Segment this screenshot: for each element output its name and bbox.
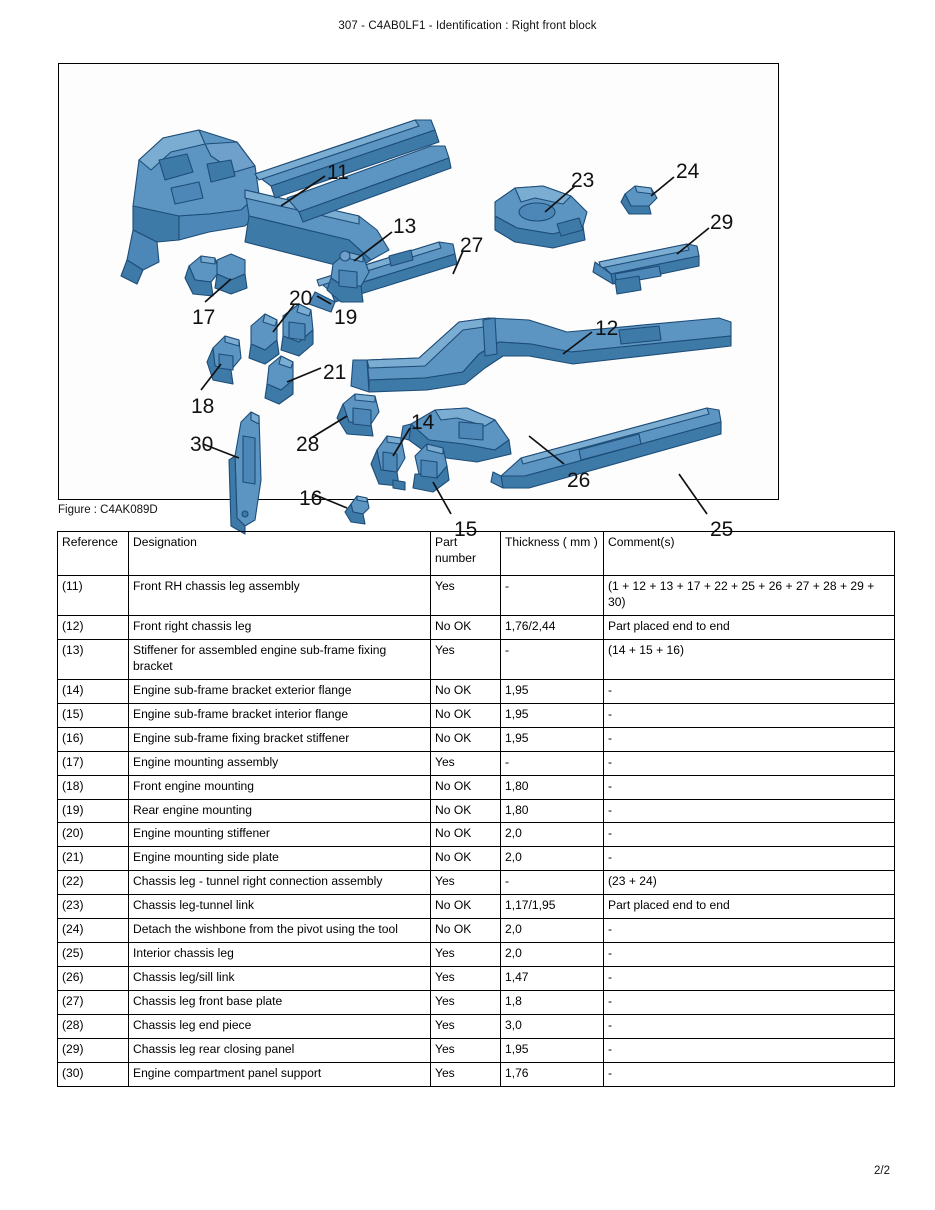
cell-designation: Interior chassis leg (129, 943, 431, 967)
cell-designation: Rear engine mounting (129, 799, 431, 823)
cell-designation: Engine compartment panel support (129, 1063, 431, 1087)
callout-27: 27 (460, 234, 484, 257)
column-header-reference: Reference (58, 532, 129, 576)
cell-part-number: No OK (431, 919, 501, 943)
cell-reference: (25) (58, 943, 129, 967)
table-row (58, 639, 895, 679)
table-row (58, 679, 895, 703)
cell-part-number: Yes (431, 751, 501, 775)
table-row (58, 576, 895, 616)
page-number: 2/2 (874, 1165, 890, 1177)
cell-reference: (12) (58, 615, 129, 639)
callout-15: 15 (454, 518, 478, 541)
cell-thickness: 1,80 (501, 799, 604, 823)
callout-24: 24 (676, 160, 700, 183)
cell-designation: Chassis leg - tunnel right connection assembly (129, 871, 431, 895)
callout-14: 14 (411, 411, 435, 434)
column-header-designation: Designation (129, 532, 431, 576)
cell-part-number: No OK (431, 823, 501, 847)
table-row (58, 823, 895, 847)
cell-part-number: Yes (431, 871, 501, 895)
cell-thickness: 1,95 (501, 1039, 604, 1063)
cell-reference: (26) (58, 967, 129, 991)
part-shape-16 (345, 496, 369, 524)
cell-designation: Engine sub-frame bracket exterior flange (129, 679, 431, 703)
cell-designation: Front RH chassis leg assembly (129, 576, 431, 616)
cell-reference: (20) (58, 823, 129, 847)
cell-designation: Chassis leg/sill link (129, 967, 431, 991)
column-header-part-number: Part number (431, 532, 501, 576)
callout-26: 26 (567, 469, 591, 492)
cell-reference: (28) (58, 1015, 129, 1039)
cell-designation: Front right chassis leg (129, 615, 431, 639)
callout-17: 17 (192, 306, 216, 329)
cell-thickness: - (501, 751, 604, 775)
cell-reference: (11) (58, 576, 129, 616)
cell-designation: Engine mounting side plate (129, 847, 431, 871)
callout-21: 21 (323, 361, 347, 384)
cell-designation: Engine mounting assembly (129, 751, 431, 775)
cell-comments: - (604, 847, 895, 871)
cell-part-number: Yes (431, 991, 501, 1015)
cell-designation: Engine sub-frame bracket interior flange (129, 703, 431, 727)
table-row (58, 943, 895, 967)
cell-part-number: Yes (431, 967, 501, 991)
callout-23: 23 (571, 169, 595, 192)
cell-reference: (14) (58, 679, 129, 703)
callout-29: 29 (710, 211, 734, 234)
table-row (58, 847, 895, 871)
cell-reference: (24) (58, 919, 129, 943)
cell-comments: - (604, 919, 895, 943)
callout-30: 30 (190, 433, 214, 456)
cell-reference: (23) (58, 895, 129, 919)
cell-thickness: 1,76 (501, 1063, 604, 1087)
cell-comments: - (604, 727, 895, 751)
cell-thickness: 1,76/2,44 (501, 615, 604, 639)
cell-part-number: No OK (431, 775, 501, 799)
cell-comments: (1 + 12 + 13 + 17 + 22 + 25 + 26 + 27 + 28 + 29 + 30) (604, 576, 895, 616)
cell-thickness: 1,47 (501, 967, 604, 991)
callout-19: 19 (334, 306, 358, 329)
parts-table (57, 531, 895, 1087)
cell-comments: - (604, 679, 895, 703)
cell-designation: Chassis leg-tunnel link (129, 895, 431, 919)
callout-20: 20 (289, 287, 313, 310)
cell-designation: Engine sub-frame fixing bracket stiffener (129, 727, 431, 751)
table-header-row (58, 532, 895, 576)
table-row (58, 967, 895, 991)
table-row (58, 1063, 895, 1087)
cell-part-number: No OK (431, 727, 501, 751)
cell-reference: (22) (58, 871, 129, 895)
cell-comments: - (604, 967, 895, 991)
cell-part-number: Yes (431, 576, 501, 616)
cell-comments: - (604, 775, 895, 799)
cell-designation: Engine mounting stiffener (129, 823, 431, 847)
cell-thickness: 1,95 (501, 703, 604, 727)
callout-12: 12 (595, 317, 619, 340)
cell-thickness: 1,95 (501, 727, 604, 751)
cell-reference: (18) (58, 775, 129, 799)
cell-designation: Front engine mounting (129, 775, 431, 799)
cell-designation: Chassis leg end piece (129, 1015, 431, 1039)
callout-18: 18 (191, 395, 215, 418)
cell-comments: - (604, 943, 895, 967)
cell-comments: - (604, 1015, 895, 1039)
cell-thickness: 1,8 (501, 991, 604, 1015)
cell-part-number: Yes (431, 1015, 501, 1039)
cell-comments: Part placed end to end (604, 615, 895, 639)
cell-part-number: No OK (431, 895, 501, 919)
table-row (58, 775, 895, 799)
table-row (58, 1015, 895, 1039)
table-row (58, 727, 895, 751)
cell-part-number: No OK (431, 703, 501, 727)
cell-comments: - (604, 703, 895, 727)
table-row (58, 1039, 895, 1063)
table-row (58, 871, 895, 895)
table-row (58, 751, 895, 775)
cell-part-number: No OK (431, 799, 501, 823)
cell-reference: (16) (58, 727, 129, 751)
table-row (58, 703, 895, 727)
cell-designation: Detach the wishbone from the pivot using the tool (129, 919, 431, 943)
cell-comments: - (604, 751, 895, 775)
table-row (58, 615, 895, 639)
cell-thickness: - (501, 576, 604, 616)
cell-reference: (27) (58, 991, 129, 1015)
table-row (58, 919, 895, 943)
cell-part-number: Yes (431, 943, 501, 967)
cell-reference: (21) (58, 847, 129, 871)
cell-thickness: 2,0 (501, 919, 604, 943)
cell-thickness: 3,0 (501, 1015, 604, 1039)
cell-part-number: Yes (431, 1039, 501, 1063)
cell-comments: - (604, 1039, 895, 1063)
callout-28: 28 (296, 433, 320, 456)
cell-comments: - (604, 823, 895, 847)
cell-reference: (17) (58, 751, 129, 775)
cell-part-number: No OK (431, 615, 501, 639)
cell-part-number: No OK (431, 847, 501, 871)
cell-comments: (14 + 15 + 16) (604, 639, 895, 679)
cell-designation: Chassis leg rear closing panel (129, 1039, 431, 1063)
figure-caption: Figure : C4AK089D (58, 504, 158, 516)
column-header-comments: Comment(s) (604, 532, 895, 576)
cell-reference: (19) (58, 799, 129, 823)
cell-reference: (13) (58, 639, 129, 679)
cell-comments: - (604, 1063, 895, 1087)
cell-reference: (15) (58, 703, 129, 727)
cell-thickness: 1,17/1,95 (501, 895, 604, 919)
cell-designation: Stiffener for assembled engine sub-frame fixing bracket (129, 639, 431, 679)
cell-comments: - (604, 799, 895, 823)
cell-thickness: 2,0 (501, 943, 604, 967)
callout-25: 25 (710, 518, 734, 541)
column-header-thickness: Thickness ( mm ) (501, 532, 604, 576)
cell-reference: (29) (58, 1039, 129, 1063)
cell-thickness: 1,80 (501, 775, 604, 799)
page-title: 307 - C4AB0LF1 - Identification : Right front block (338, 20, 597, 32)
cell-designation: Chassis leg front base plate (129, 991, 431, 1015)
cell-thickness: 1,95 (501, 679, 604, 703)
table-body (58, 576, 895, 1087)
callout-13: 13 (393, 215, 417, 238)
callout-16: 16 (299, 487, 323, 510)
cell-comments: - (604, 991, 895, 1015)
cell-comments: Part placed end to end (604, 895, 895, 919)
cell-part-number: No OK (431, 679, 501, 703)
table-row (58, 895, 895, 919)
table-row (58, 799, 895, 823)
cell-comments: (23 + 24) (604, 871, 895, 895)
cell-thickness: 2,0 (501, 847, 604, 871)
cell-thickness: - (501, 871, 604, 895)
cell-part-number: Yes (431, 1063, 501, 1087)
callout-11: 11 (327, 161, 349, 184)
cell-part-number: Yes (431, 639, 501, 679)
cell-thickness: 2,0 (501, 823, 604, 847)
table-row (58, 991, 895, 1015)
cell-reference: (30) (58, 1063, 129, 1087)
cell-thickness: - (501, 639, 604, 679)
